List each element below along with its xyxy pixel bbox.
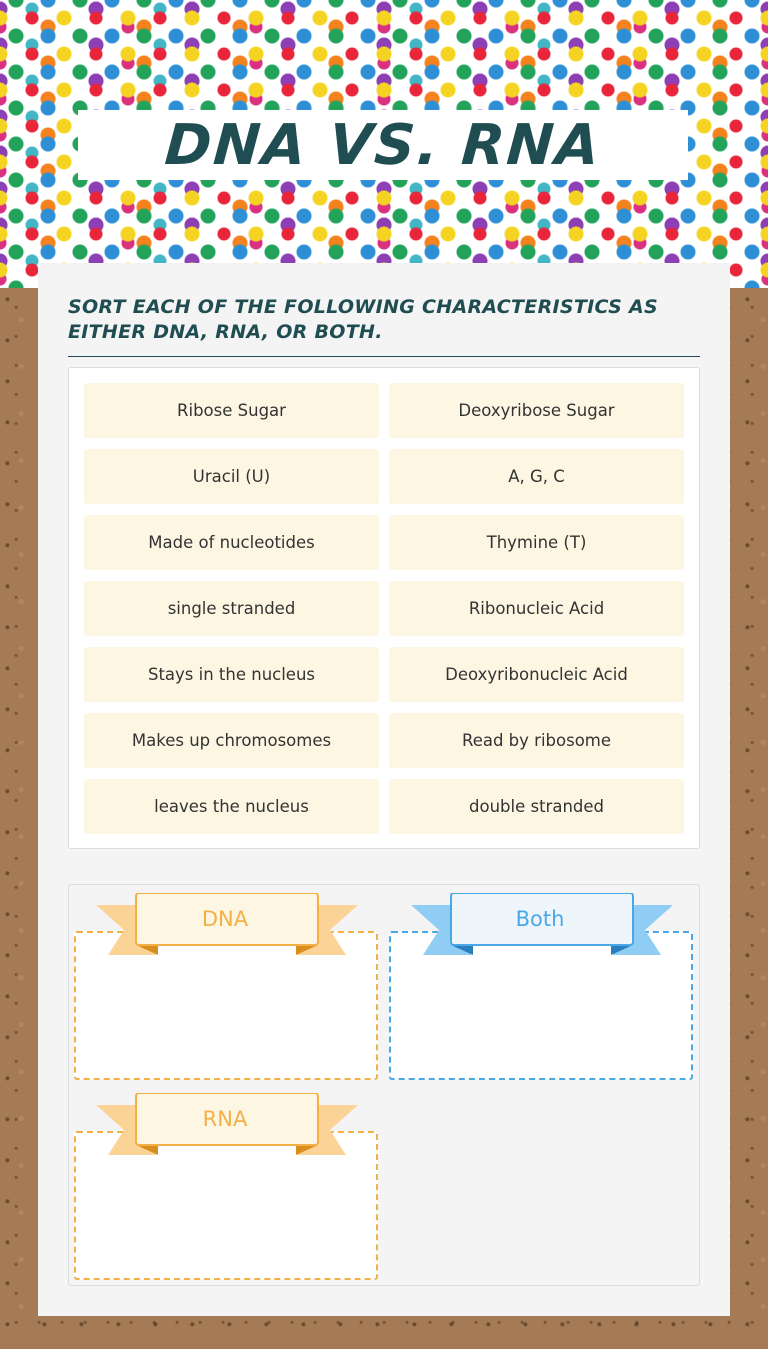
card-single-stranded[interactable]: single stranded <box>84 581 379 636</box>
card-deoxyribonucleic-acid[interactable]: Deoxyribonucleic Acid <box>389 647 684 702</box>
page-title: DNA VS. RNA <box>162 112 604 178</box>
card-grid <box>84 383 684 834</box>
card-makes-up-chromosomes[interactable]: Makes up chromosomes <box>84 713 379 768</box>
card-agc[interactable]: A, G, C <box>389 449 684 504</box>
card-ribose-sugar[interactable]: Ribose Sugar <box>84 383 379 438</box>
dna-ribbon <box>96 893 358 957</box>
card-uracil[interactable]: Uracil (U) <box>84 449 379 504</box>
both-ribbon <box>411 893 673 957</box>
card-thymine[interactable]: Thymine (T) <box>389 515 684 570</box>
instructions: SORT EACH OF THE FOLLOWING CHARACTERISTICS AS EITHER DNA, RNA, OR BOTH. <box>68 296 658 343</box>
card-stays-in-nucleus[interactable]: Stays in the nucleus <box>84 647 379 702</box>
dna-zone-label: DNA <box>201 907 249 931</box>
rna-zone-label: RNA <box>202 1107 248 1131</box>
card-ribonucleic-acid[interactable]: Ribonucleic Acid <box>389 581 684 636</box>
both-zone-label: Both <box>515 907 565 931</box>
card-made-of-nucleotides[interactable]: Made of nucleotides <box>84 515 379 570</box>
card-read-by-ribosome[interactable]: Read by ribosome <box>389 713 684 768</box>
cards-panel <box>68 367 700 849</box>
divider <box>68 356 700 357</box>
title-box <box>78 110 688 180</box>
drop-zones-panel <box>68 884 700 1286</box>
worksheet <box>38 263 730 1316</box>
card-double-stranded[interactable]: double stranded <box>389 779 684 834</box>
card-leaves-nucleus[interactable]: leaves the nucleus <box>84 779 379 834</box>
rna-ribbon <box>96 1093 358 1157</box>
card-deoxyribose-sugar[interactable]: Deoxyribose Sugar <box>389 383 684 438</box>
